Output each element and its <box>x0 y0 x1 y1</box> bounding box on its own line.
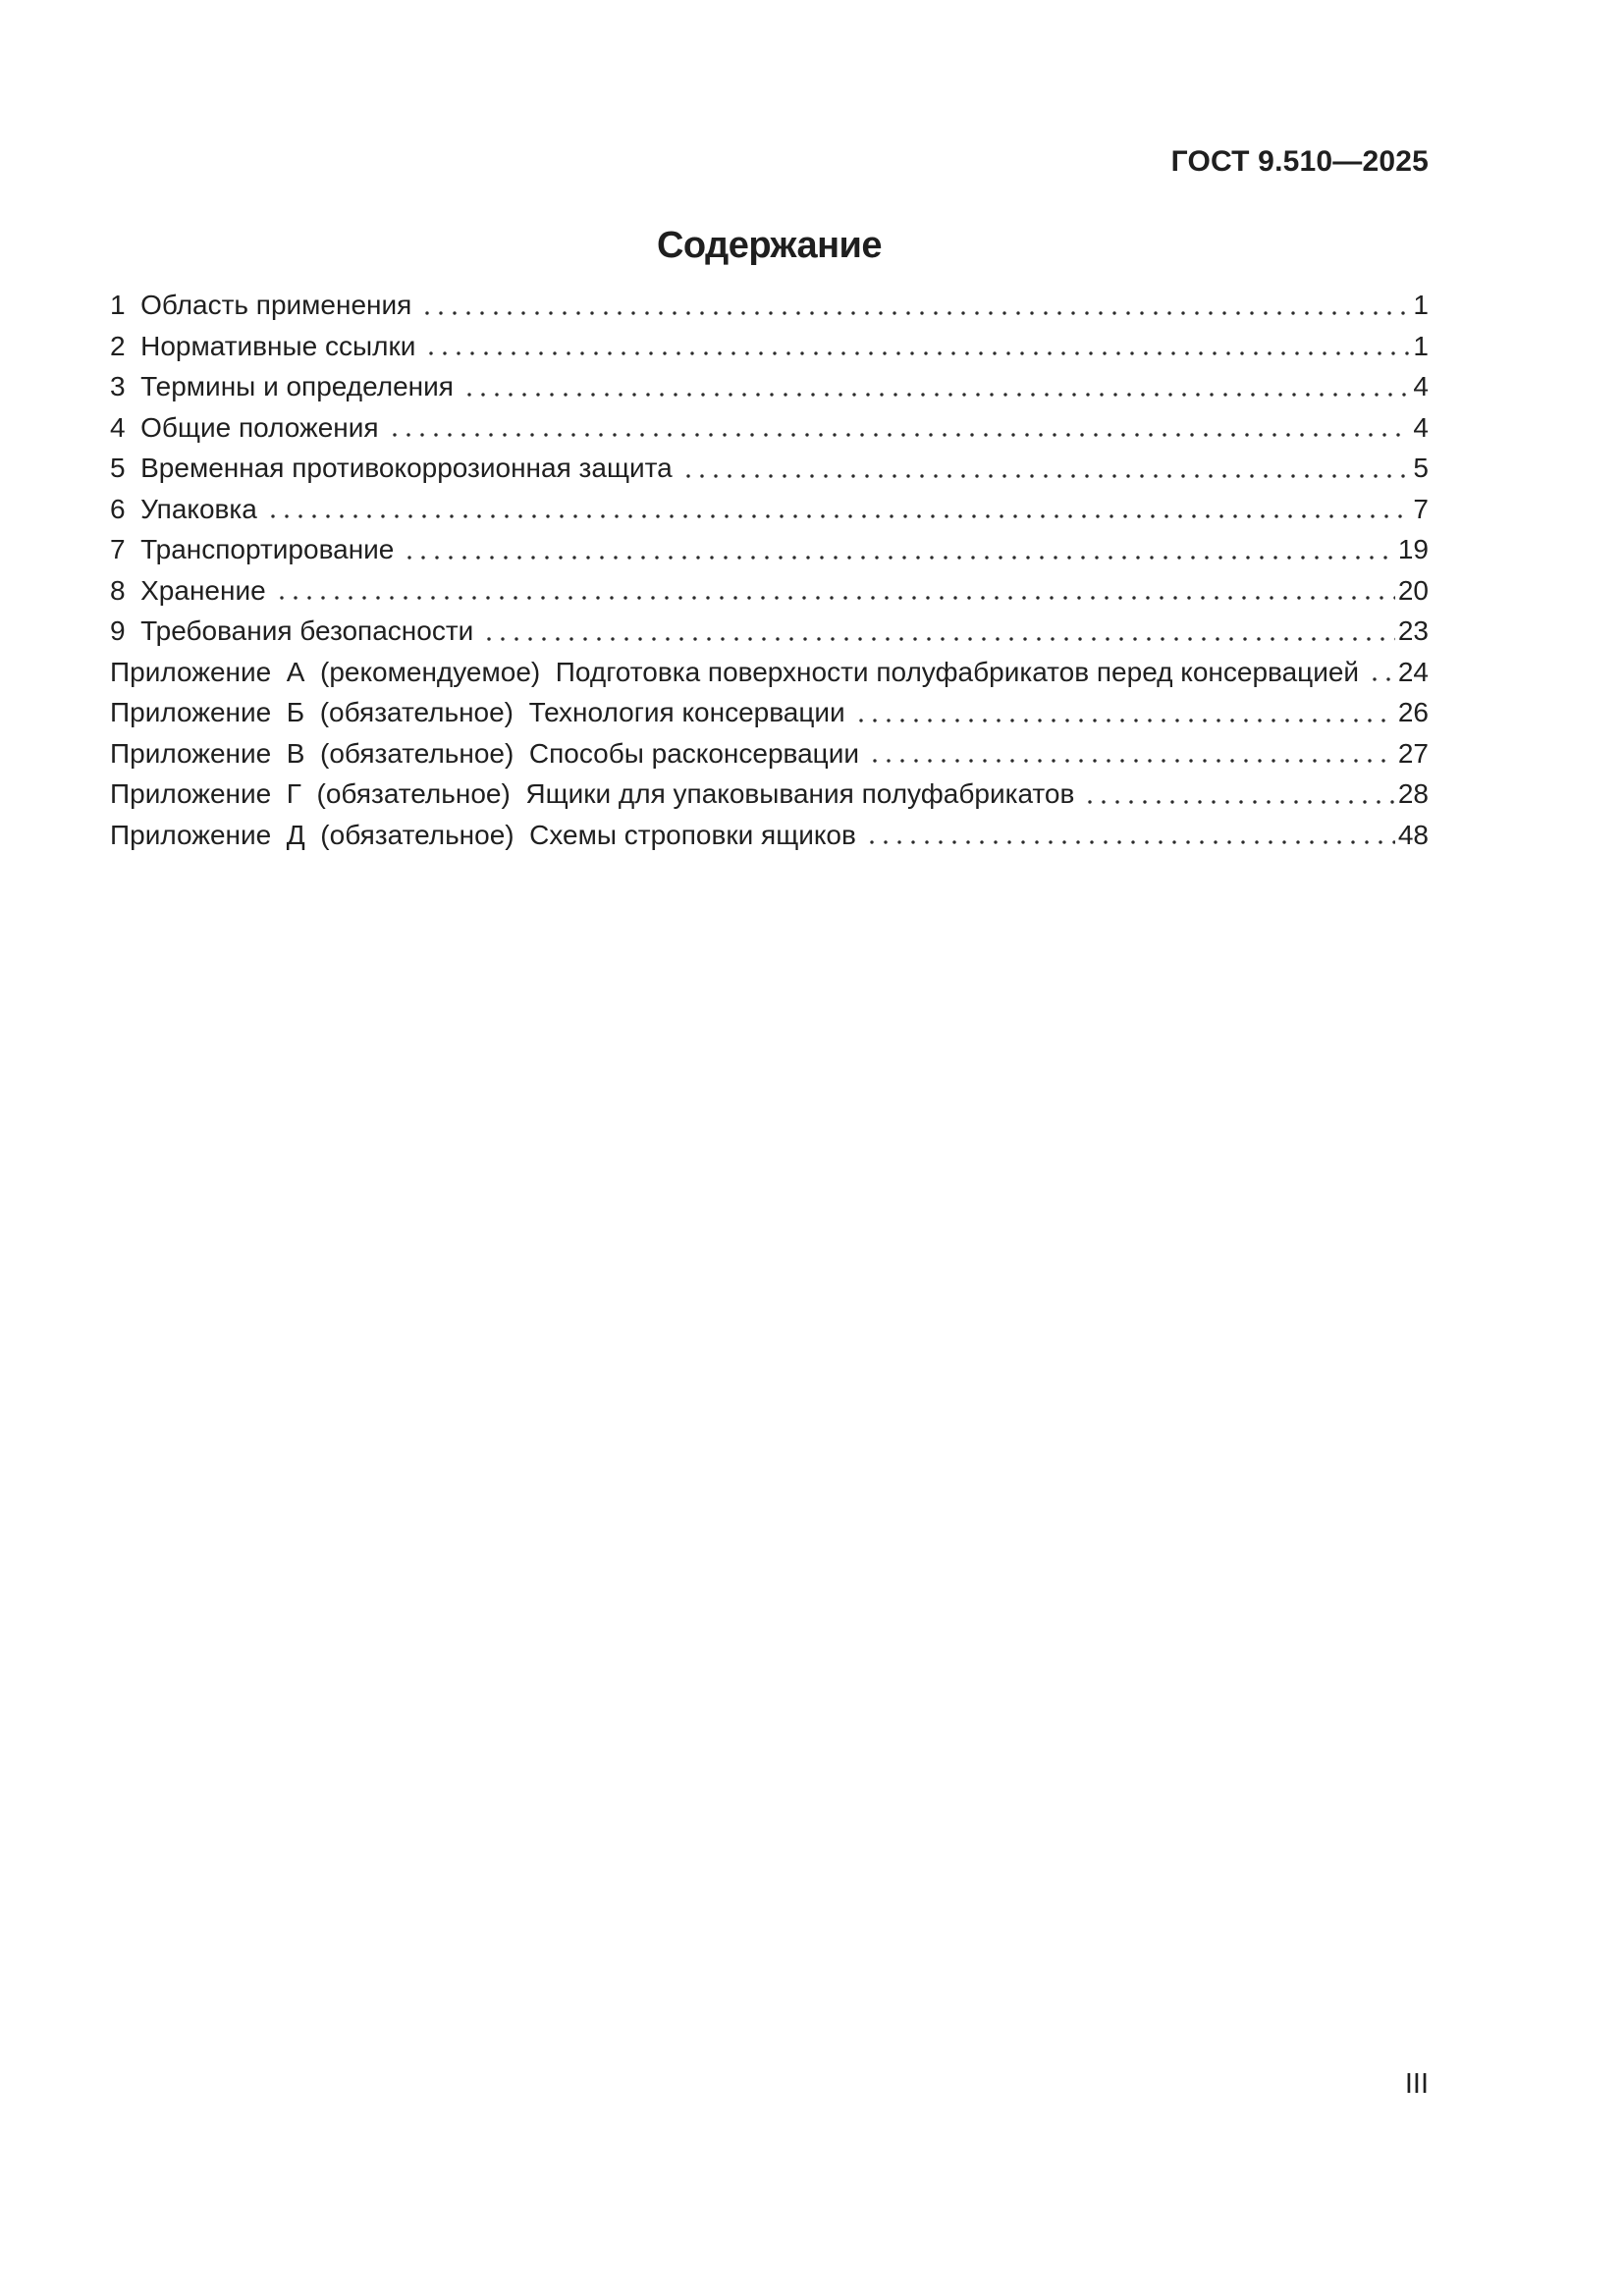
toc-entry-page: 23 <box>1397 615 1429 646</box>
dot-leader <box>868 759 1395 763</box>
toc-entry-page: 27 <box>1397 737 1429 769</box>
toc-entry <box>110 733 1429 774</box>
toc-entry-label: 4 Общие положения <box>110 411 379 443</box>
folio-page-number: III <box>1404 2068 1429 2100</box>
toc-entry <box>110 489 1429 530</box>
toc-entry-page: 24 <box>1397 656 1429 687</box>
toc-entry-label: 3 Термины и определения <box>110 371 454 401</box>
dot-leader <box>403 556 1394 560</box>
toc-entry <box>110 570 1429 612</box>
toc-entry-page: 1 <box>1413 330 1429 361</box>
toc-entry-label: Приложение В (обязательное) Способы расконсервации <box>110 737 859 769</box>
toc-entry-page: 28 <box>1397 778 1429 809</box>
toc-entry-label: 9 Требования безопасности <box>110 615 474 646</box>
toc-entry-page: 4 <box>1413 411 1429 443</box>
toc-entry-page: 1 <box>1413 290 1429 320</box>
dot-leader <box>1083 800 1394 804</box>
standard-designation: ГОСТ 9.510—2025 <box>1170 145 1429 178</box>
dot-leader <box>388 433 1411 437</box>
toc-entry-label: 2 Нормативные ссылки <box>110 330 416 361</box>
toc-entry-label: 7 Транспортирование <box>110 534 395 564</box>
toc-entry-label: Приложение А (рекомендуемое) Подготовка поверхности полуфабрикатов перед консервацией <box>110 656 1360 687</box>
dot-leader <box>1368 677 1395 681</box>
dot-leader <box>420 311 1410 315</box>
toc-entry-page: 26 <box>1397 697 1429 727</box>
toc-entry <box>110 407 1429 449</box>
toc-entry-page: 20 <box>1397 574 1429 606</box>
toc-entry-page: 7 <box>1413 493 1429 524</box>
toc-entry <box>110 366 1429 407</box>
toc-entry-label: Приложение Б (обязательное) Технология консервации <box>110 697 845 727</box>
dot-leader <box>681 474 1411 478</box>
toc-entry-label: Приложение Д (обязательное) Схемы строповки ящиков <box>110 819 856 850</box>
toc-entry-page: 4 <box>1413 371 1429 401</box>
toc-heading: Содержание <box>656 225 883 266</box>
toc-entry <box>110 815 1429 856</box>
toc-entry <box>110 448 1429 489</box>
toc-entry <box>110 774 1429 815</box>
toc-entry-label: 6 Упаковка <box>110 493 257 524</box>
toc-list <box>110 285 1429 855</box>
dot-leader <box>275 596 1395 600</box>
toc-entry-label: 5 Временная противокоррозионная защита <box>110 453 673 483</box>
dot-leader <box>462 393 1411 397</box>
toc-entry <box>110 326 1429 367</box>
toc-entry-page: 48 <box>1397 819 1429 850</box>
toc-entry-page: 19 <box>1397 534 1429 564</box>
toc-entry <box>110 652 1429 693</box>
toc-entry-label: 1 Область применения <box>110 290 412 320</box>
toc-entry <box>110 692 1429 733</box>
toc-entry <box>110 611 1429 652</box>
toc-entry-label: Приложение Г (обязательное) Ящики для упаковывания полуфабрикатов <box>110 778 1075 809</box>
toc-entry <box>110 529 1429 570</box>
dot-leader <box>482 637 1395 641</box>
dot-leader <box>865 840 1395 844</box>
dot-leader <box>424 351 1410 355</box>
dot-leader <box>266 514 1411 518</box>
toc-entry <box>110 285 1429 326</box>
toc-entry-label: 8 Хранение <box>110 574 266 606</box>
toc-entry-page: 5 <box>1413 453 1429 483</box>
dot-leader <box>854 719 1395 722</box>
